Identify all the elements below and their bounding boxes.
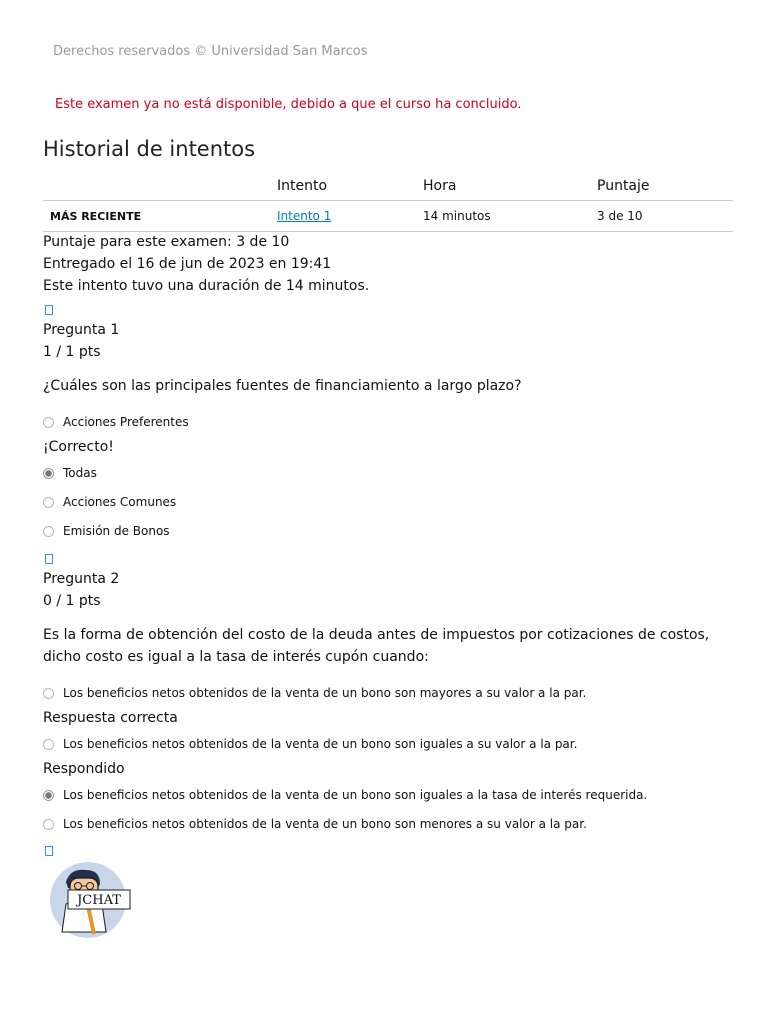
radio-unselected-icon[interactable] — [43, 819, 54, 830]
answer-option[interactable] — [43, 524, 170, 538]
answer-label: Los beneficios netos obtenidos de la venta de un bono son iguales a su valor a la par. — [63, 737, 578, 751]
history-title: Historial de intentos — [43, 137, 256, 161]
radio-unselected-icon[interactable] — [43, 497, 54, 508]
radio-selected-icon[interactable] — [43, 468, 54, 479]
correct-tag: ¡Correcto! — [43, 439, 114, 455]
exam-unavailable-notice: Este examen ya no está disponible, debido a que el curso ha concluido. — [55, 97, 522, 112]
radio-unselected-icon[interactable] — [43, 526, 54, 537]
answer-label: Acciones Comunes — [63, 495, 177, 509]
answer-option[interactable] — [43, 737, 577, 751]
answer-option[interactable] — [43, 466, 97, 480]
submitted-date: Entregado el 16 de jun de 2023 en 19:41 — [43, 256, 332, 272]
column-header-score: Puntaje — [597, 172, 733, 201]
copyright-text: Derechos reservados © Universidad San Marcos — [53, 44, 368, 59]
column-header-time: Hora — [423, 172, 597, 201]
question-anchor-icon[interactable] — [45, 305, 53, 315]
answer-option[interactable] — [43, 415, 189, 429]
question-anchor-icon[interactable] — [45, 846, 53, 856]
question-title: Pregunta 1 — [43, 322, 120, 338]
answer-label: Todas — [63, 466, 97, 480]
question-text: ¿Cuáles son las principales fuentes de financiamiento a largo plazo? — [43, 378, 522, 394]
answer-option[interactable] — [43, 495, 176, 509]
answer-label: Los beneficios netos obtenidos de la venta de un bono son mayores a su valor a la par. — [63, 686, 587, 700]
radio-selected-icon[interactable] — [43, 790, 54, 801]
answer-option[interactable] — [43, 686, 586, 700]
answer-label: Emisión de Bonos — [63, 524, 170, 538]
answered-tag: Respondido — [43, 761, 125, 777]
attempt-time: 14 minutos — [423, 201, 597, 232]
attempt-duration: Este intento tuvo una duración de 14 minutos. — [43, 278, 370, 294]
answer-option[interactable] — [43, 817, 587, 831]
radio-unselected-icon[interactable] — [43, 739, 54, 750]
jchat-logo — [48, 862, 132, 938]
column-header-empty — [43, 172, 277, 201]
correct-answer-tag: Respuesta correcta — [43, 710, 178, 726]
question-text: Es la forma de obtención del costo de la deuda antes de impuestos por cotizaciones de costos, dicho costo es igual a la tasa de interés cupón cuando: — [43, 627, 710, 665]
answer-label: Acciones Preferentes — [63, 415, 189, 429]
exam-score: Puntaje para este examen: 3 de 10 — [43, 234, 290, 250]
question-anchor-icon[interactable] — [45, 554, 53, 564]
table-header-row — [43, 172, 733, 201]
answer-label: Los beneficios netos obtenidos de la venta de un bono son iguales a la tasa de interés requerida. — [63, 788, 648, 802]
column-header-attempt: Intento — [277, 172, 423, 201]
answer-label: Los beneficios netos obtenidos de la venta de un bono son menores a su valor a la par. — [63, 817, 587, 831]
answer-option[interactable] — [43, 788, 647, 802]
logo-text: JCHAT — [77, 893, 121, 908]
radio-unselected-icon[interactable] — [43, 688, 54, 699]
most-recent-label: MÁS RECIENTE — [50, 210, 142, 223]
question-points: 0 / 1 pts — [43, 593, 101, 609]
radio-unselected-icon[interactable] — [43, 417, 54, 428]
attempts-table — [43, 172, 733, 232]
attempt-score: 3 de 10 — [597, 201, 733, 232]
table-row — [43, 201, 733, 232]
attempt-link[interactable]: Intento 1 — [277, 209, 332, 223]
question-points: 1 / 1 pts — [43, 344, 101, 360]
question-title: Pregunta 2 — [43, 571, 120, 587]
